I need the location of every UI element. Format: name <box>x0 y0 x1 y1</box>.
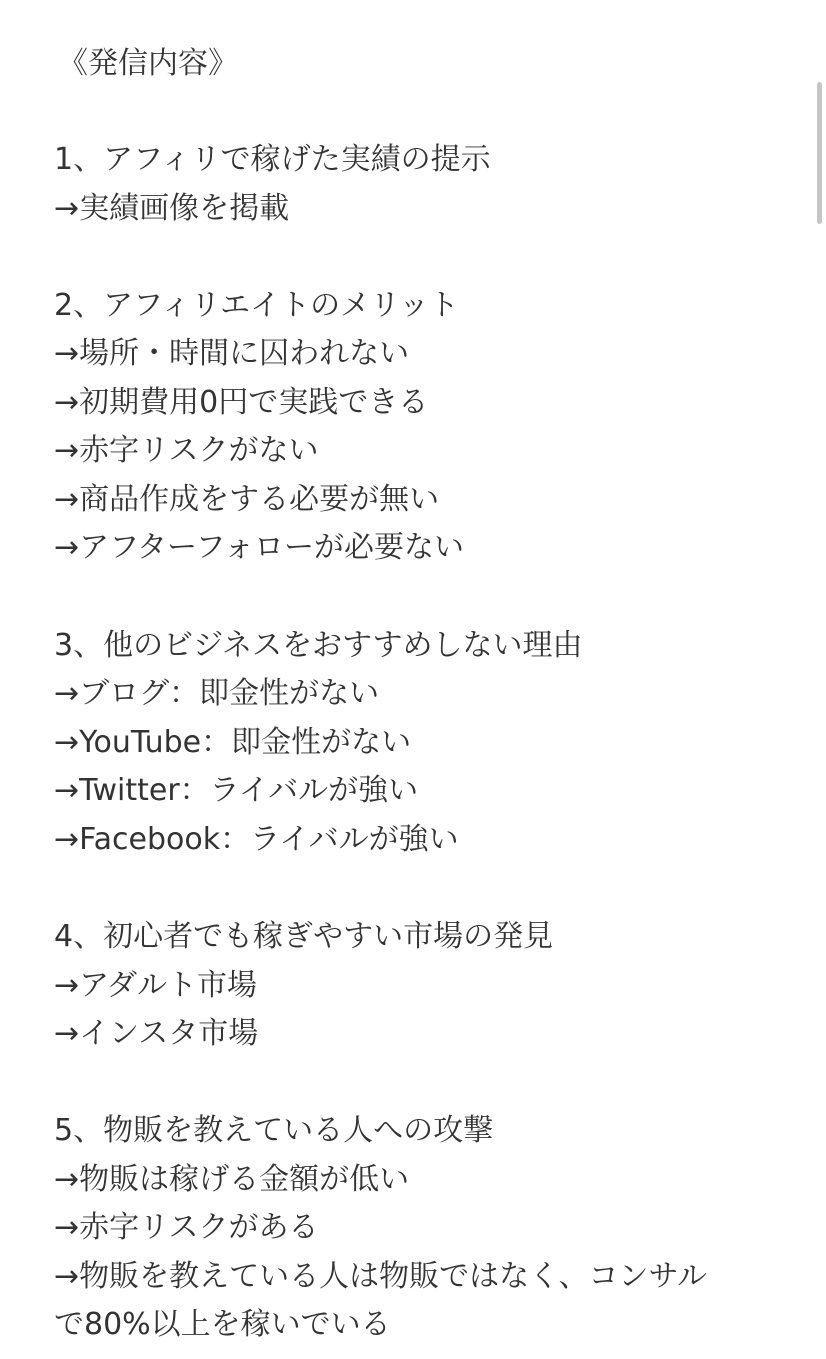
note-heading-3: 3、他のビジネスをおすすめしない理由 <box>54 628 583 663</box>
note-line: →インスタ市場 <box>54 1016 259 1051</box>
note-line: →初期費用0円で実践できる <box>54 385 429 420</box>
note-heading-5: 5、物販を教えている人への攻撃 <box>54 1113 494 1148</box>
note-line: →YouTube：即金性がない <box>54 725 412 760</box>
note-line: →赤字リスクがない <box>54 433 319 468</box>
note-line: →実績画像を掲載 <box>54 191 290 226</box>
scrollbar[interactable] <box>814 0 826 1359</box>
note-line: →アフターフォローが必要ない <box>54 530 465 565</box>
note-line: →アダルト市場 <box>54 968 258 1003</box>
note-line: →場所・時間に囚われない <box>54 336 410 371</box>
note-line: →物販は稼げる金額が低い <box>54 1162 410 1197</box>
note-line: →物販を教えている人は物販ではなく、コンサル <box>54 1259 708 1294</box>
note-heading-1: 1、アフィリで稼げた実績の提示 <box>54 142 491 177</box>
note-line: →Facebook：ライバルが強い <box>54 822 459 857</box>
note-line: →ブログ：即金性がない <box>54 676 380 711</box>
note-heading-2: 2、アフィリエイトのメリット <box>54 288 459 323</box>
note-title: 《発信内容》 <box>58 46 238 81</box>
note-line: →Twitter：ライバルが強い <box>54 773 419 808</box>
note-line: →商品作成をする必要が無い <box>54 482 440 517</box>
note-line: →赤字リスクがある <box>54 1210 319 1245</box>
scrollbar-thumb[interactable] <box>817 82 822 224</box>
note-line: で80%以上を稼いでいる <box>54 1307 391 1342</box>
note-heading-4: 4、初心者でも稼ぎやすい市場の発見 <box>54 919 554 954</box>
